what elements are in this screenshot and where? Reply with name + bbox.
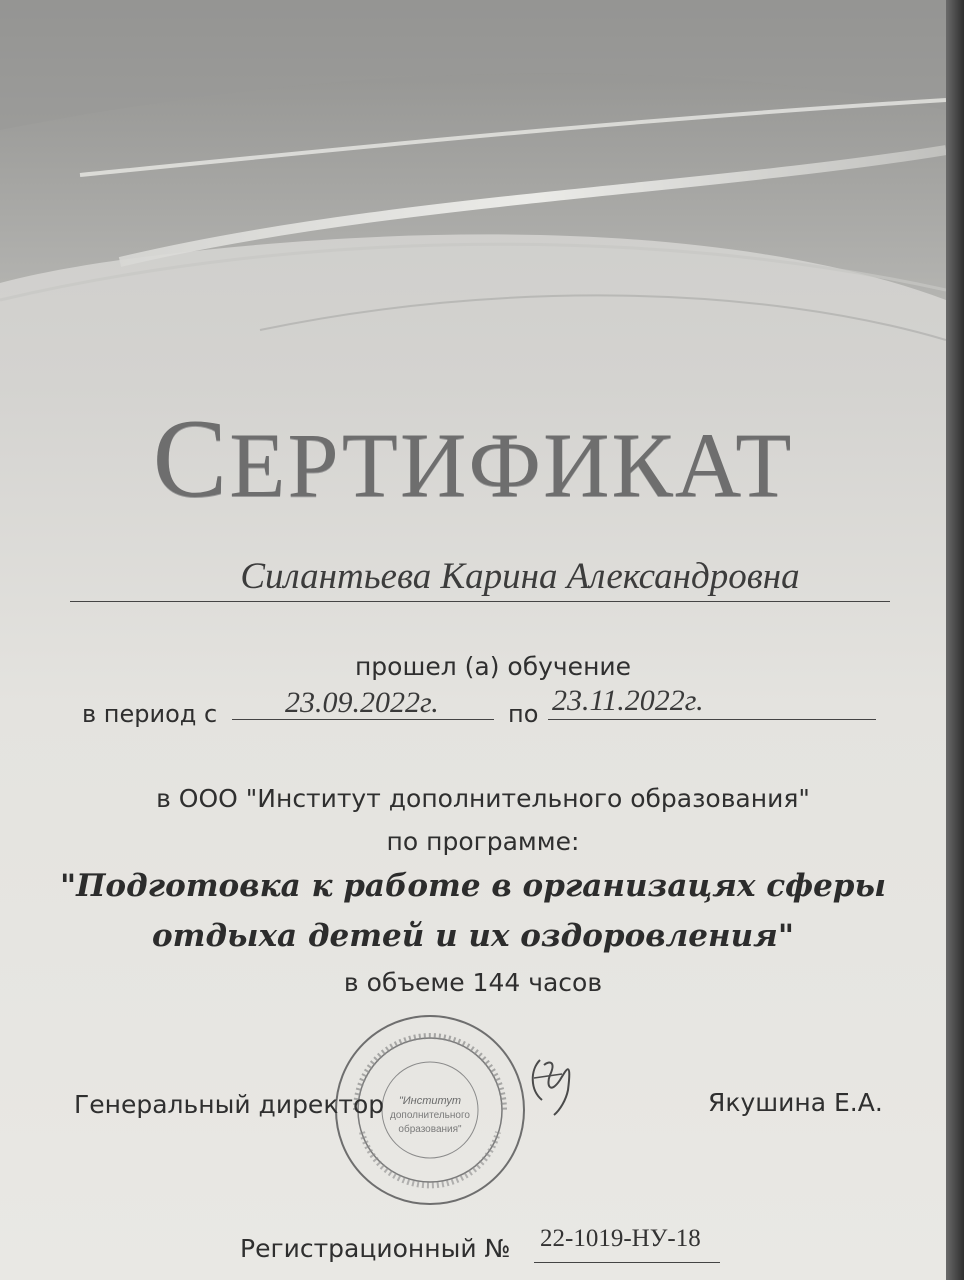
registration-underline [534, 1262, 720, 1263]
institution-text: в ООО "Институт дополнительного образования" [156, 784, 810, 813]
registration-label: Регистрационный № [240, 1234, 511, 1263]
registration-number: 22-1019-НУ-18 [540, 1225, 701, 1252]
period-to-date: 23.11.2022г. [552, 684, 704, 717]
period-from-underline [232, 719, 494, 720]
program-label: по программе: [386, 827, 580, 856]
svg-text:образования": образования" [398, 1124, 462, 1135]
period-from-label: в период с [82, 700, 218, 728]
period-to-underline [548, 719, 876, 720]
recipient-name: Силантьева Карина Александровна [240, 556, 800, 597]
certificate-title: СЕРТИФИКАТ [152, 397, 794, 521]
completed-text: прошел (а) обучение [354, 652, 632, 681]
wave-decoration [0, 0, 946, 420]
program-title-line1: "Подготовка к работе в организацях сферы [59, 868, 887, 904]
period-from-date: 23.09.2022г. [285, 686, 439, 719]
period-to-label: по [508, 700, 539, 728]
svg-text:дополнительного: дополнительного [390, 1110, 470, 1121]
signatory-name: Якушина Е.А. [708, 1088, 883, 1117]
volume-text: в объеме 144 часов [343, 968, 603, 997]
scan-edge [946, 0, 964, 1280]
program-title-line2: отдыха детей и их оздоровления" [152, 918, 794, 954]
name-underline [70, 601, 890, 602]
svg-text:"Институт: "Институт [398, 1095, 462, 1107]
director-signature [520, 1040, 590, 1120]
signatory-title: Генеральный директор [74, 1090, 385, 1119]
